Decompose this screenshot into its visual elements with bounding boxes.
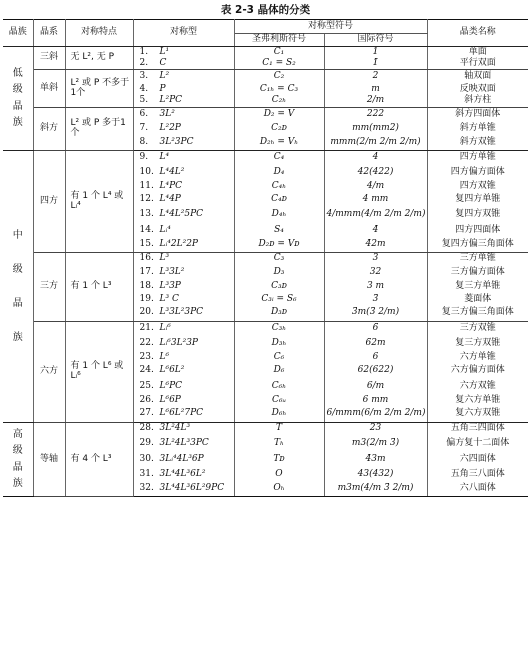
international-symbol-cell: 42(422) [324,166,427,181]
crystal-class-name-cell: 斜方单锥 [459,122,496,133]
symmetry-type-cell [133,436,234,452]
crystal-family-char: 晶 [12,100,23,112]
header-type: 对称型 [133,20,234,47]
international-symbol-cell: 43(432) [324,468,427,482]
symmetry-type-formula: L³3P [159,281,181,292]
row-number: 23. [139,351,154,362]
international-symbol-cell: 3̄ [324,294,427,306]
schoenflies-symbol-cell: C₆ₕ [234,379,324,395]
international-symbol-cell: 6̄2m [324,337,427,352]
symmetry-feature-cell: L² 或 P 不多于1个 [65,70,133,108]
schoenflies-symbol-cell: C₄ [234,151,324,166]
symmetry-type-formula: L³3L² [159,266,185,277]
crystal-system-cell: 斜方 [33,108,65,151]
international-symbol-cell: 4 mm [324,194,427,207]
row-number: 30. [139,453,154,464]
crystal-class-name-cell: 斜方柱 [427,96,528,108]
crystal-class-name-cell: 复三方双锥 [455,338,501,349]
crystal-class-name-cell: 复四方单锥 [455,194,501,205]
international-symbol-cell: 6/mmm(6/m 2/m 2/m) [324,407,427,423]
table-row [3,108,528,122]
row-number: 7. [139,122,149,133]
crystal-family-cell [3,47,33,151]
international-symbol-cell: 1̄ [324,59,427,70]
symmetry-type-formula: L⁴4P [159,194,181,205]
schoenflies-symbol-cell: C₁ₕ = C₃ [234,84,324,96]
symmetry-type-cell [133,151,234,166]
crystal-family-char: 级 [12,445,23,456]
international-symbol-cell: 23 [324,423,427,436]
row-number: 3. [139,70,149,81]
crystal-system-cell: 六方 [33,322,65,423]
symmetry-type-cell [133,238,234,253]
international-symbol-cell: mm(mm2) [324,122,427,136]
row-number: 32. [139,482,154,493]
schoenflies-symbol-cell: C₂ᴅ [234,122,324,136]
schoenflies-symbol-cell: C₃ₕ [234,322,324,337]
symmetry-feature-cell: 有 1 个 L³ [65,253,133,322]
schoenflies-symbol-cell: O [234,468,324,482]
international-symbol-cell: 6 [324,352,427,364]
international-symbol-cell: 6̄ [324,322,427,337]
symmetry-type-cell [133,322,234,337]
crystal-class-name-cell: 复六方单锥 [455,394,501,405]
crystal-system-cell: 等轴 [33,423,65,497]
table-body [3,47,528,497]
row-number: 4. [139,83,149,94]
symmetry-type-formula: L⁴4L² [159,167,185,178]
table-row [3,151,528,166]
crystal-family-cell [3,423,33,497]
row-number: 11. [139,181,154,192]
schoenflies-symbol-cell: Tₕ [234,436,324,452]
international-symbol-cell: 32 [324,265,427,281]
table-row [3,253,528,265]
schoenflies-symbol-cell: C₂ [234,70,324,84]
international-symbol-cell: 4̄ [324,224,427,238]
crystal-system-cell: 单斜 [33,70,65,108]
schoenflies-symbol-cell: Tᴅ [234,452,324,468]
crystal-class-name-cell: 五角三八面体 [450,468,505,479]
row-number: 6. [139,108,149,119]
symmetry-type-cell [133,407,234,423]
header-family: 晶族 [3,20,33,47]
symmetry-type-cell [133,108,234,122]
schoenflies-symbol-cell: T [234,423,324,436]
crystal-class-name-cell: 三方双锥 [459,323,496,334]
symmetry-type-cell [133,294,234,306]
symmetry-type-formula: Lᵢ⁴ [159,224,171,235]
schoenflies-symbol-cell: D₂ᴅ = Vᴅ [234,238,324,253]
symmetry-type-formula: L⁶PC [159,380,183,391]
crystal-system-cell: 三斜 [33,47,65,70]
schoenflies-symbol-cell: S₄ [234,224,324,238]
crystal-class-name-cell: 三方单锥 [459,252,496,263]
symmetry-type-formula: L⁴ [159,152,170,163]
row-number: 1. [139,46,149,57]
schoenflies-symbol-cell: D₄ₕ [234,207,324,224]
crystal-class-name-cell: 复三方单锥 [455,281,501,292]
schoenflies-symbol-cell: D₂ₕ = Vₕ [234,136,324,151]
symmetry-type-cell [133,364,234,379]
symmetry-type-cell [133,47,234,59]
symmetry-type-formula: 3L²4L³3PC [159,437,209,448]
international-symbol-cell: mmm(2/m 2/m 2/m) [324,136,427,151]
symmetry-type-formula: P [159,83,166,94]
symmetry-type-cell [133,482,234,497]
crystal-class-name-cell: 平行双面 [427,59,528,70]
international-symbol-cell: 2 [324,70,427,84]
schoenflies-symbol-cell: C₄ᴅ [234,194,324,207]
schoenflies-symbol-cell: D₃ [234,265,324,281]
symmetry-type-formula: L³ C [159,293,179,304]
crystal-class-name-cell: 六方双锥 [459,380,496,391]
symmetry-type-formula: L² [159,70,170,81]
row-number: 18. [139,281,154,292]
crystal-class-name-cell: 四方偏方面体 [450,167,505,178]
international-symbol-cell: m3(2/m 3̄) [324,436,427,452]
symmetry-feature-cell: 有 4 个 L³ [65,423,133,497]
crystal-class-name-cell: 复四方双锥 [455,209,501,220]
crystal-class-name-cell: 斜方双锥 [427,136,528,151]
crystal-class-name-cell: 单面 [468,46,487,57]
symmetry-type-cell [133,70,234,84]
row-number: 12. [139,194,154,205]
symmetry-type-cell [133,337,234,352]
schoenflies-symbol-cell: Oₕ [234,482,324,497]
schoenflies-symbol-cell: D₃ₕ [234,337,324,352]
symmetry-type-cell [133,265,234,281]
schoenflies-symbol-cell: C₄ₕ [234,181,324,194]
symmetry-type-formula: L²PC [159,95,183,106]
schoenflies-symbol-cell: C₁ [234,47,324,59]
symmetry-type-formula: L³3L²3PC [159,307,204,318]
symmetry-type-formula: Lᵢ⁶3L²3P [159,338,198,349]
symmetry-type-formula: L⁴PC [159,181,183,192]
table-row [3,70,528,84]
symmetry-type-formula: Lᵢ⁴2L²2P [159,238,198,249]
header-feature: 对称特点 [65,20,133,47]
symmetry-type-cell [133,306,234,322]
row-number: 29. [139,437,154,448]
international-symbol-cell: 3̄m(3̄ 2/m) [324,306,427,322]
row-number: 26. [139,394,154,405]
header-symbol-group: 对称型符号 [234,20,427,34]
crystal-class-name-cell: 反映双面 [459,83,496,94]
symmetry-feature-cell: 有 1 个 L⁶ 或 Lᵢ⁶ [65,322,133,423]
international-symbol-cell: 62(622) [324,364,427,379]
symmetry-type-cell [133,281,234,294]
crystal-class-name-cell: 六方偏方面体 [450,365,505,376]
international-symbol-cell: 6/m [324,379,427,395]
schoenflies-symbol-cell: D₄ [234,166,324,181]
symmetry-feature-cell: L² 或 P 多于1个 [65,108,133,151]
schoenflies-symbol-cell: D₃ᴅ [234,306,324,322]
symmetry-type-cell [133,136,234,151]
crystal-class-name-cell: 四方单锥 [459,152,496,163]
row-number: 31. [139,468,154,479]
crystal-family-char: 级 [12,263,23,275]
symmetry-type-cell [133,207,234,224]
symmetry-type-cell [133,452,234,468]
schoenflies-symbol-cell: C₃ᴅ [234,281,324,294]
crystal-class-name-cell: 轴双面 [464,70,492,81]
international-symbol-cell: m [324,84,427,96]
row-number: 17. [139,266,154,277]
table-caption: 表 2-3 晶体的分类 [220,4,311,16]
row-number: 14. [139,224,154,235]
symmetry-type-cell [133,181,234,194]
crystal-class-name-cell: 复三方偏三角面体 [427,306,528,322]
crystal-class-name-cell: 三方偏方面体 [450,266,505,277]
table-row [3,47,528,59]
crystal-system-cell: 四方 [33,151,65,253]
international-symbol-cell: 4̄3m [324,452,427,468]
row-number: 21. [139,323,154,334]
crystal-class-name-cell: 六四面体 [459,453,496,464]
crystal-family-char: 低 [12,67,23,79]
schoenflies-symbol-cell: C₆ [234,352,324,364]
row-number: 16. [139,252,154,263]
row-number: 8. [139,136,149,147]
symmetry-type-cell [133,122,234,136]
row-number: 27. [139,408,154,419]
header-system: 晶系 [33,20,65,47]
schoenflies-symbol-cell: C₂ₕ [234,96,324,108]
header-schoenflies: 圣弗利斯符号 [234,34,324,47]
row-number: 9. [139,152,149,163]
symmetry-type-cell [133,59,234,70]
crystal-class-name-cell: 四方四面体 [455,224,501,235]
symmetry-type-cell [133,224,234,238]
international-symbol-cell: 4̄2m [324,238,427,253]
symmetry-type-formula: L¹ [159,46,170,57]
crystal-class-name-cell: 偏方复十二面体 [446,437,510,448]
symmetry-type-formula: 3L² [159,108,175,119]
row-number: 20. [139,307,154,318]
crystal-class-name-cell: 六方单锥 [459,351,496,362]
international-symbol-cell: 4 [324,151,427,166]
crystal-class-name-cell: 斜方四面体 [455,108,501,119]
row-number: 28. [139,423,154,434]
international-symbol-cell: 4/m [324,181,427,194]
symmetry-type-formula: L³ [159,252,170,263]
international-symbol-cell: 2/m [324,96,427,108]
symmetry-type-cell [133,468,234,482]
symmetry-type-formula: 3L⁴4L³6L²9PC [159,482,225,493]
header-class-name: 晶类名称 [427,20,528,47]
international-symbol-cell: 4/mmm(4/m 2/m 2/m) [324,207,427,224]
crystal-family-char: 高 [12,428,23,440]
symmetry-type-formula: 3L²3PC [159,136,194,147]
international-symbol-cell: 6 mm [324,395,427,407]
schoenflies-symbol-cell: C₆ᵤ [234,395,324,407]
crystal-class-name-cell: 菱面体 [464,293,492,304]
row-number: 13. [139,209,154,220]
symmetry-feature-cell: 有 1 个 L⁴ 或 Lᵢ⁴ [65,151,133,253]
row-number: 2. [139,57,149,68]
symmetry-type-formula: L⁶6L²7PC [159,408,204,419]
symmetry-type-formula: C [159,57,167,68]
schoenflies-symbol-cell: D₂ = V [234,108,324,122]
symmetry-type-formula: 3L²4L³ [159,423,191,434]
table-row [3,423,528,436]
row-number: 10. [139,167,154,178]
symmetry-type-cell [133,194,234,207]
symmetry-type-cell [133,423,234,436]
symmetry-type-formula: L⁴4L²5PC [159,209,204,220]
international-symbol-cell: 3 m [324,281,427,294]
symmetry-type-formula: Lᵢ⁶ [159,323,171,334]
schoenflies-symbol-cell: D₆ₕ [234,407,324,423]
symmetry-type-cell [133,96,234,108]
crystal-family-char: 中 [12,229,23,241]
international-symbol-cell: 1 [324,47,427,59]
crystal-class-name-cell: 五角三四面体 [450,423,505,434]
header-international: 国际符号 [324,34,427,47]
row-number: 5. [139,95,149,106]
crystal-family-cell [3,151,33,423]
symmetry-type-cell [133,379,234,395]
row-number: 19. [139,293,154,304]
table-row [3,322,528,337]
symmetry-type-cell [133,253,234,265]
crystal-family-char: 族 [12,331,23,343]
crystal-class-name-cell: 六八面体 [427,482,528,497]
crystal-family-char: 晶 [12,297,23,309]
symmetry-type-cell [133,84,234,96]
schoenflies-symbol-cell: C₃ [234,253,324,265]
row-number: 15. [139,238,154,249]
symmetry-type-formula: L⁶ [159,351,170,362]
symmetry-type-cell [133,395,234,407]
international-symbol-cell: 3 [324,253,427,265]
crystal-class-name-cell: 复六方双锥 [427,407,528,423]
symmetry-type-formula: L⁶6P [159,394,181,405]
crystal-family-char: 族 [12,117,23,128]
crystal-family-char: 族 [12,478,23,489]
table-header [3,20,528,47]
symmetry-type-cell [133,352,234,364]
row-number: 25. [139,380,154,391]
crystal-class-name-cell: 复四方偏三角面体 [427,238,528,253]
schoenflies-symbol-cell: C₁ = S₂ [234,59,324,70]
symmetry-feature-cell: 无 L², 无 P [65,47,133,70]
crystal-class-name-cell: 四方双锥 [459,181,496,192]
symmetry-type-formula: L²2P [159,122,181,133]
row-number: 24. [139,365,154,376]
crystal-system-cell: 三方 [33,253,65,322]
symmetry-type-formula: 3L⁴4L³6L² [159,468,206,479]
row-number: 22. [139,338,154,349]
crystal-family-char: 晶 [12,461,23,473]
symmetry-type-formula: 3Lᵢ⁴4L³6P [159,453,204,464]
international-symbol-cell: m3m(4/m 3̄ 2/m) [324,482,427,497]
schoenflies-symbol-cell: D₆ [234,364,324,379]
symmetry-type-formula: L⁶6L² [159,365,185,376]
crystal-classification-table [3,19,528,497]
symmetry-type-cell [133,166,234,181]
international-symbol-cell: 222 [324,108,427,122]
crystal-family-char: 级 [12,84,23,95]
schoenflies-symbol-cell: C₃ᵢ = S₆ [234,294,324,306]
